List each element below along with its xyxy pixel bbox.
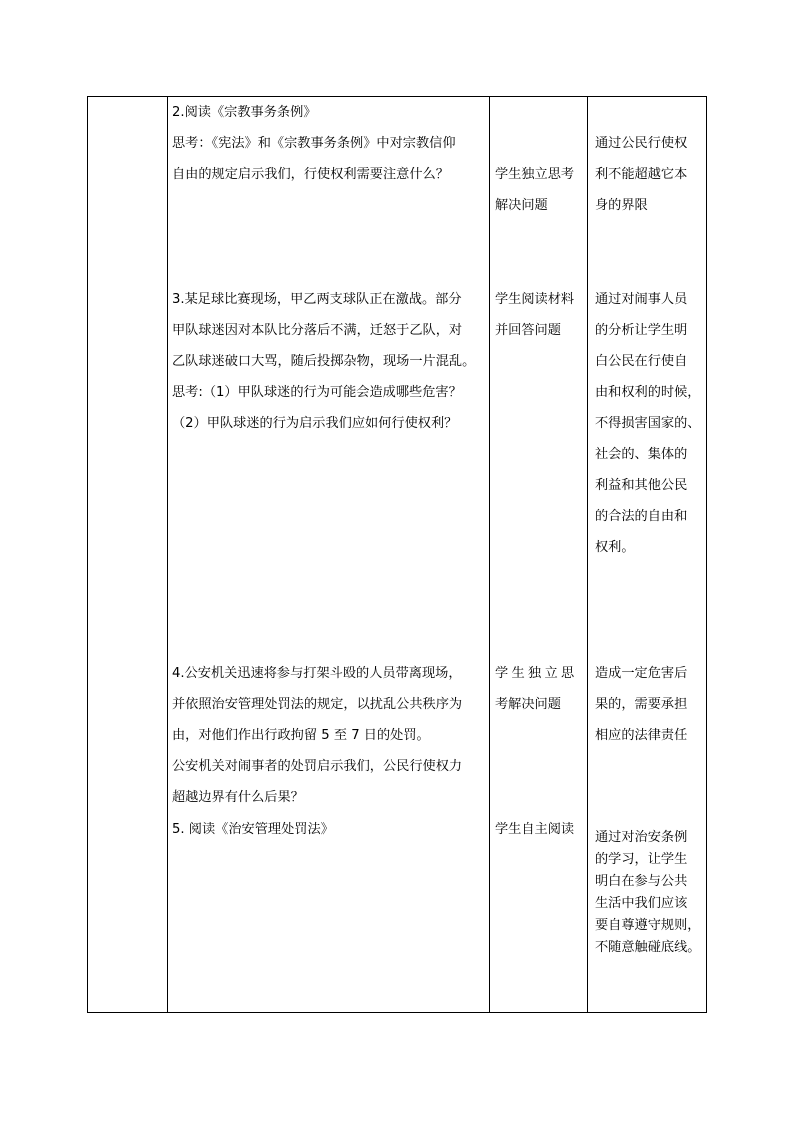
intent-line: 生活中我们应该 bbox=[595, 896, 688, 911]
column-divider bbox=[167, 97, 168, 1012]
content-line: 乙队球迷破口大骂，随后投掷杂物，现场一片混乱。 bbox=[172, 354, 476, 369]
content-line: 并依照治安管理处罚法的规定，以扰乱公共秩序为 bbox=[172, 697, 463, 712]
content-line: （2）甲队球迷的行为启示我们应如何行使权利？ bbox=[172, 416, 458, 431]
intent-line: 不随意触碰底线。 bbox=[595, 940, 701, 955]
activity-line: 学生自主阅读 bbox=[495, 822, 575, 837]
activity-line: 学生独立思考 bbox=[495, 167, 575, 182]
intent-line: 要自尊遵守规则， bbox=[595, 918, 701, 933]
intent-line: 社会的、集体的 bbox=[595, 447, 688, 462]
intent-line: 权利。 bbox=[595, 540, 635, 555]
content-line: 由，对他们作出行政拘留 5 至 7 日的处罚。 bbox=[172, 728, 430, 743]
content-line: 超越边界有什么后果？ bbox=[172, 790, 304, 805]
intent-line: 明白在参与公共 bbox=[595, 874, 688, 889]
intent-line: 通过对闹事人员 bbox=[595, 292, 688, 307]
intent-line: 通过公民行使权 bbox=[595, 136, 688, 151]
intent-line: 不得损害国家的、 bbox=[595, 416, 701, 431]
activity-line: 解决问题 bbox=[495, 198, 548, 213]
content-line: 思考：《宪法》和《宗教事务条例》中对宗教信仰 bbox=[172, 136, 456, 151]
content-line: 甲队球迷因对本队比分落后不满，迁怒于乙队，对 bbox=[172, 323, 463, 338]
content-line: 5. 阅读《治安管理处罚法》 bbox=[172, 822, 334, 837]
column-divider bbox=[489, 97, 490, 1012]
intent-line: 身的界限 bbox=[595, 198, 648, 213]
intent-line: 造成一定危害后 bbox=[595, 666, 688, 681]
content-line: 3.某足球比赛现场，甲乙两支球队正在激战。部分 bbox=[172, 292, 462, 307]
activity-line: 并回答问题 bbox=[495, 323, 561, 338]
intent-line: 相应的法律责任 bbox=[595, 728, 688, 743]
content-line: 2.阅读《宗教事务条例》 bbox=[172, 105, 317, 120]
intent-line: 果的，需要承担 bbox=[595, 697, 688, 712]
intent-line: 的学习，让学生 bbox=[595, 852, 688, 867]
content-line: 4.公安机关迅速将参与打架斗殴的人员带离现场， bbox=[172, 666, 462, 681]
content-line: 公安机关对闹事者的处罚启示我们，公民行使权力 bbox=[172, 759, 463, 774]
intent-line: 白公民在行使自 bbox=[595, 354, 688, 369]
activity-line: 学生独立思 bbox=[495, 666, 578, 681]
intent-line: 利益和其他公民 bbox=[595, 478, 688, 493]
intent-line: 的合法的自由和 bbox=[595, 509, 688, 524]
activity-line: 考解决问题 bbox=[495, 697, 561, 712]
intent-line: 通过对治安条例 bbox=[595, 830, 688, 845]
column-divider bbox=[587, 97, 588, 1012]
intent-line: 利不能超越它本 bbox=[595, 167, 688, 182]
content-line: 思考:（1）甲队球迷的行为可能会造成哪些危害？ bbox=[172, 385, 462, 400]
intent-line: 的分析让学生明 bbox=[595, 323, 688, 338]
content-line: 自由的规定启示我们，行使权利需要注意什么？ bbox=[172, 167, 449, 182]
intent-line: 由和权利的时候， bbox=[595, 385, 701, 400]
activity-line: 学生阅读材料 bbox=[495, 292, 575, 307]
